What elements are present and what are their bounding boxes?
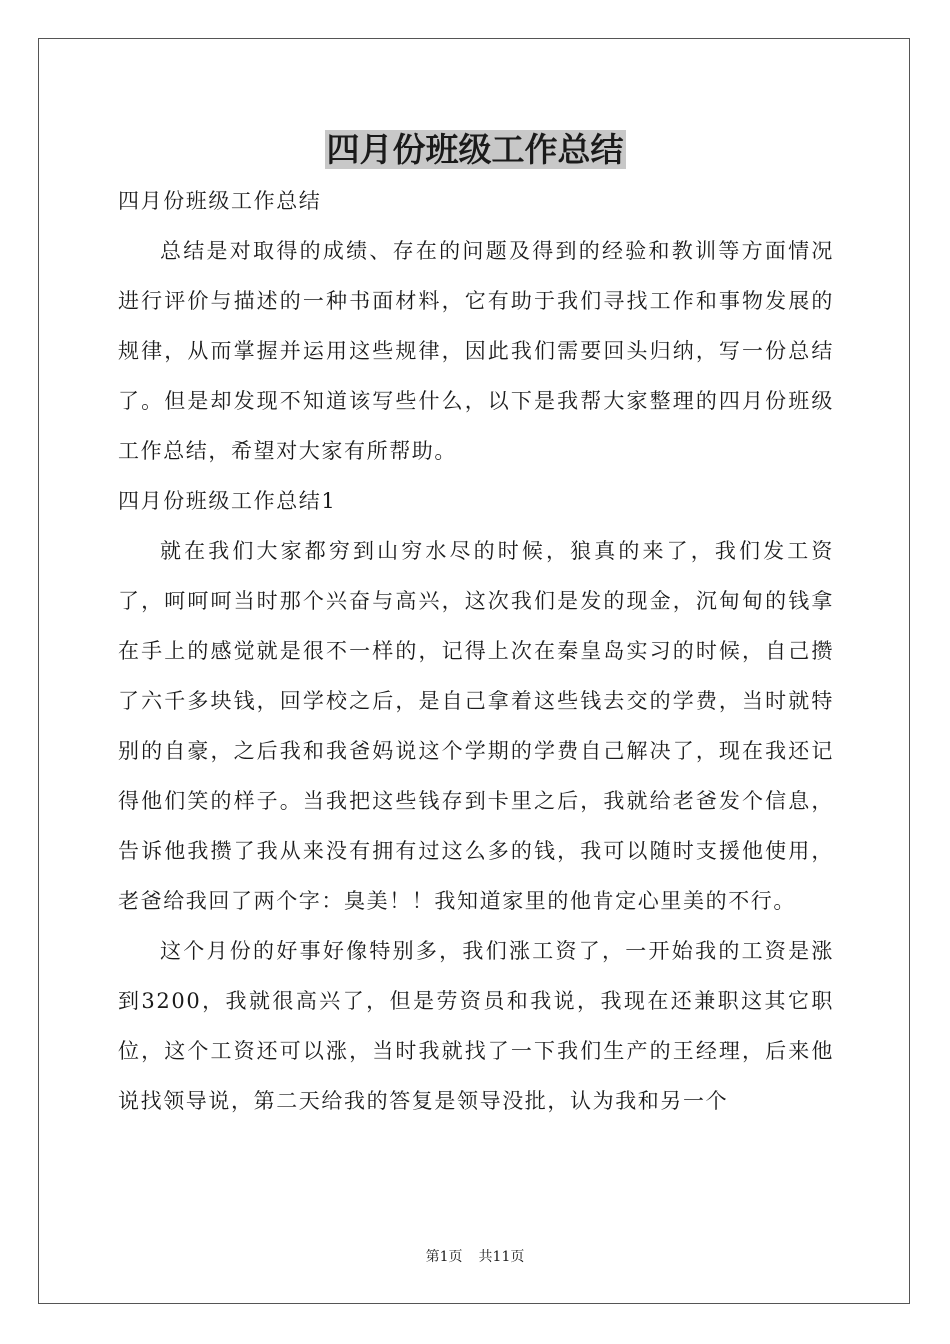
body-paragraph-2: 这个月份的好事好像特别多，我们涨工资了，一开始我的工资是涨到3200，我就很高兴了，但是劳资员和我说，我现在还兼职这其它职位，这个工资还可以涨，当时我就找了一下我们生产的王经理，后来他说找领导说，第二天给我的答复是领导没批，认为我和另一个 <box>118 939 834 1113</box>
page-number-total: 共11页 <box>478 1249 525 1265</box>
document-title-text: 四月份班级工作总结 <box>326 130 624 169</box>
subtitle-heading: 四月份班级工作总结 <box>118 189 322 213</box>
document-title <box>0 128 950 172</box>
section-heading-1: 四月份班级工作总结1 <box>118 489 337 513</box>
document-body <box>118 176 834 1126</box>
page-number-current: 第1页 <box>425 1249 463 1265</box>
body-paragraph-1: 就在我们大家都穷到山穷水尽的时候，狼真的来了，我们发工资了，呵呵呵当时那个兴奋与高兴，这次我们是发的现金，沉甸甸的钱拿在手上的感觉就是很不一样的，记得上次在秦皇岛实习的时候，自己攒了六千多块钱，回学校之后，是自己拿着这些钱去交的学费，当时就特别的自豪，之后我和我爸妈说这个学期的学费自己解决了，现在我还记得他们笑的样子。当我把这些钱存到卡里之后，我就给老爸发个信息，告诉他我攒了我从来没有拥有过这么多的钱，我可以随时支援他使用，老爸给我回了两个字：臭美！！我知道家里的他肯定心里美的不行。 <box>118 539 834 913</box>
page-footer <box>0 1246 950 1266</box>
intro-paragraph: 总结是对取得的成绩、存在的问题及得到的经验和教训等方面情况进行评价与描述的一种书面材料，它有助于我们寻找工作和事物发展的规律，从而掌握并运用这些规律，因此我们需要回头归纳，写一份总结了。但是却发现不知道该写些什么，以下是我帮大家整理的四月份班级工作总结，希望对大家有所帮助。 <box>118 239 834 463</box>
